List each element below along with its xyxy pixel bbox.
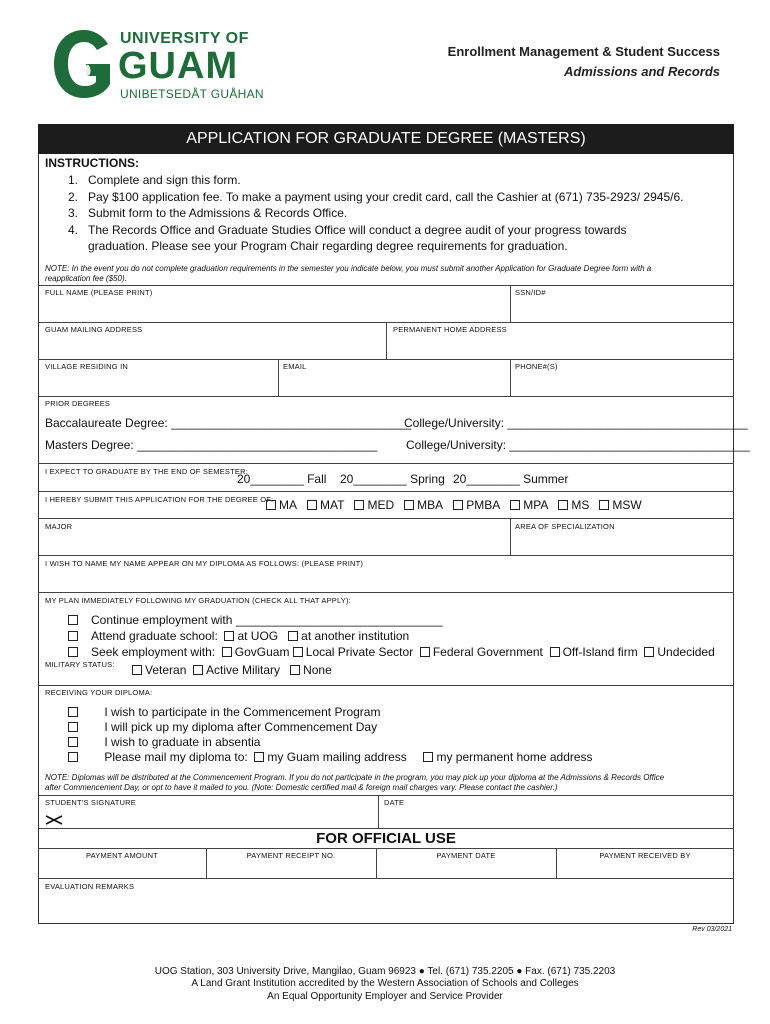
degree-option-mpa[interactable]: MPA xyxy=(510,498,548,512)
major-field[interactable] xyxy=(38,532,510,554)
college2-field[interactable]: College/University: ____________________________________ xyxy=(406,438,750,452)
semester-summer-field[interactable]: 20________ Summer xyxy=(453,472,569,486)
checkbox-icon xyxy=(307,500,317,510)
degree-submit-label: I HEREBY SUBMIT THIS APPLICATION FOR THE DEGREE OF: xyxy=(45,495,274,504)
village-field[interactable] xyxy=(38,372,278,395)
evaluation-remarks-label: EVALUATION REMARKS xyxy=(45,882,135,891)
plan-label: MY PLAN IMMEDIATELY FOLLOWING MY GRADUATION (CHECK ALL THAT APPLY): xyxy=(45,596,351,605)
checkbox-icon[interactable] xyxy=(68,647,78,657)
diploma-name-field[interactable] xyxy=(38,569,733,591)
office-name: Admissions and Records xyxy=(563,64,720,79)
checkbox-icon[interactable] xyxy=(193,665,203,675)
ssn-field[interactable] xyxy=(511,298,733,321)
checkbox-icon[interactable] xyxy=(68,752,78,762)
checkbox-icon[interactable] xyxy=(423,752,433,762)
receive-absentia[interactable]: I wish to graduate in absentia xyxy=(68,735,260,749)
checkbox-icon xyxy=(453,500,463,510)
instruction-item: graduation. Please see your Program Chair regarding degree requirements for graduation. xyxy=(88,239,568,253)
ssn-label: SSN/ID# xyxy=(515,288,546,297)
semester-fall-field[interactable]: 20________ Fall xyxy=(237,472,327,486)
checkbox-icon xyxy=(599,500,609,510)
diploma-note: NOTE: Diplomas will be distributed at the Commencement Program. If you do not participate in the program, you may pick up your diploma at the Admissions & Records Office after Commencement Day, or opt to have it mailed to you. (Note: Domestic certified mail & foreign mail charges vary. Please contact the cashier.) xyxy=(45,773,665,792)
instruction-item: 3. Submit form to the Admissions & Records Office. xyxy=(68,206,348,220)
phone-label: PHONE#(S) xyxy=(515,362,558,371)
checkbox-icon[interactable] xyxy=(550,647,560,657)
university-logo-icon xyxy=(52,28,116,100)
major-label: MAJOR xyxy=(45,522,73,531)
date-label: DATE xyxy=(384,798,405,807)
instruction-item: 4. The Records Office and Graduate Studies Office will conduct a degree audit of your progress towards xyxy=(68,222,627,237)
logo-line3: UNIBETSEDÅT GUÅHAN xyxy=(120,87,264,101)
phone-field[interactable] xyxy=(511,372,733,395)
degree-option-ms[interactable]: MS xyxy=(558,498,589,512)
receive-pickup[interactable]: I will pick up my diploma after Commencement Day xyxy=(68,720,377,734)
checkbox-icon[interactable] xyxy=(290,665,300,675)
plan-graduate-school: Attend graduate school: at UOG at another institution xyxy=(68,629,409,643)
payment-receipt-label: PAYMENT RECEIPT NO. xyxy=(246,851,336,860)
checkbox-icon[interactable] xyxy=(288,631,298,641)
official-use-title: FOR OFFICIAL USE xyxy=(316,830,456,847)
signature-field[interactable] xyxy=(70,808,376,827)
military-options: Veteran Active Military None xyxy=(132,663,332,677)
village-label: VILLAGE RESIDING IN xyxy=(45,362,128,371)
full-name-field[interactable] xyxy=(38,298,510,321)
masters-field[interactable]: Masters Degree: ____________________________________ xyxy=(45,438,378,452)
instruction-item: 1. Complete and sign this form. xyxy=(68,173,241,187)
degree-option-mba[interactable]: MBA xyxy=(404,498,443,512)
degree-option-pmba[interactable]: PMBA xyxy=(453,498,500,512)
date-field[interactable] xyxy=(379,808,733,827)
logo-line1: UNIVERSITY OF xyxy=(120,30,249,47)
baccalaureate-field[interactable]: Baccalaureate Degree: ____________________________________ xyxy=(45,416,412,430)
payment-amount-label: PAYMENT AMOUNT xyxy=(86,851,158,860)
checkbox-icon xyxy=(266,500,276,510)
department-name: Enrollment Management & Student Success xyxy=(447,44,720,59)
checkbox-icon[interactable] xyxy=(293,647,303,657)
logo-line2: GUAM xyxy=(118,45,239,87)
checkbox-icon[interactable] xyxy=(222,647,232,657)
footer-equal-opportunity: An Equal Opportunity Employer and Service Provider xyxy=(267,991,503,1002)
checkbox-icon xyxy=(354,500,364,510)
sign-here-x-icon xyxy=(44,814,64,826)
checkbox-icon[interactable] xyxy=(254,752,264,762)
checkbox-icon xyxy=(68,707,78,717)
checkbox-icon xyxy=(404,500,414,510)
checkbox-icon xyxy=(510,500,520,510)
military-label: MILITARY STATUS: xyxy=(45,660,115,669)
email-field[interactable] xyxy=(279,372,510,395)
reapplication-note: NOTE: In the event you do not complete graduation requirements in the semester you indicate below, you must submit another Application for Graduate Degree form with a reapplication fee ($50). xyxy=(45,264,652,283)
specialization-field[interactable] xyxy=(511,532,733,554)
revision-date: Rev 03/2021 xyxy=(692,926,732,933)
expect-graduate-label: I EXPECT TO GRADUATE BY THE END OF SEMESTER: xyxy=(45,467,249,476)
payment-received-label: PAYMENT RECEIVED BY xyxy=(599,851,691,860)
degree-option-ma[interactable]: MA xyxy=(266,498,297,512)
diploma-name-label: I WISH TO NAME MY NAME APPEAR ON MY DIPLOMA AS FOLLOWS: (PLEASE PRINT) xyxy=(45,559,364,568)
payment-date-label: PAYMENT DATE xyxy=(436,851,496,860)
degree-options xyxy=(266,498,642,512)
guam-address-field[interactable] xyxy=(38,335,386,358)
receive-commencement[interactable]: I wish to participate in the Commencement Program xyxy=(68,705,380,719)
footer-accreditation: A Land Grant Institution accredited by the Western Association of Schools and Colleges xyxy=(191,978,579,989)
permanent-address-label: PERMANENT HOME ADDRESS xyxy=(393,325,507,334)
checkbox-icon[interactable] xyxy=(644,647,654,657)
receive-mail: Please mail my diploma to: my Guam mailing address my permanent home address xyxy=(68,750,593,764)
checkbox-icon xyxy=(558,500,568,510)
plan-continue-employment[interactable]: Continue employment with _______________________________ xyxy=(68,613,443,627)
form-title: APPLICATION FOR GRADUATE DEGREE (MASTERS) xyxy=(38,124,734,154)
prior-degrees-label: PRIOR DEGREES xyxy=(45,399,111,408)
instructions-list xyxy=(68,172,683,255)
footer-address: UOG Station, 303 University Drive, Mangilao, Guam 96923 ● Tel. (671) 735.2205 ● Fax. (671) 735.2203 xyxy=(154,966,616,977)
semester-spring-field[interactable]: 20________ Spring xyxy=(340,472,445,486)
guam-address-label: GUAM MAILING ADDRESS xyxy=(45,325,143,334)
college1-field[interactable]: College/University: ____________________________________ xyxy=(404,416,748,430)
checkbox-icon xyxy=(68,615,78,625)
permanent-address-field[interactable] xyxy=(387,335,733,358)
specialization-label: AREA OF SPECIALIZATION xyxy=(515,522,615,531)
degree-option-med[interactable]: MED xyxy=(354,498,394,512)
plan-seek-employment: Seek employment with: GovGuam Local Private Sector Federal Government Off-Island firm Undecided xyxy=(68,645,715,659)
signature-label: STUDENT'S SIGNATURE xyxy=(45,798,136,807)
checkbox-icon xyxy=(68,722,78,732)
email-label: EMAIL xyxy=(283,362,307,371)
degree-option-mat[interactable]: MAT xyxy=(307,498,344,512)
degree-option-msw[interactable]: MSW xyxy=(599,498,641,512)
full-name-label: FULL NAME (PLEASE PRINT) xyxy=(45,288,153,297)
checkbox-icon xyxy=(68,737,78,747)
receiving-diploma-label: RECEIVING YOUR DIPLOMA: xyxy=(45,688,153,697)
checkbox-icon[interactable] xyxy=(224,631,234,641)
checkbox-icon[interactable] xyxy=(68,631,78,641)
instructions-title: INSTRUCTIONS: xyxy=(45,156,139,170)
checkbox-icon[interactable] xyxy=(420,647,430,657)
checkbox-icon[interactable] xyxy=(132,665,142,675)
instruction-item: 2. Pay $100 application fee. To make a payment using your credit card, call the Cashier at (671) 735-2923/ 2945/6. xyxy=(68,189,684,204)
